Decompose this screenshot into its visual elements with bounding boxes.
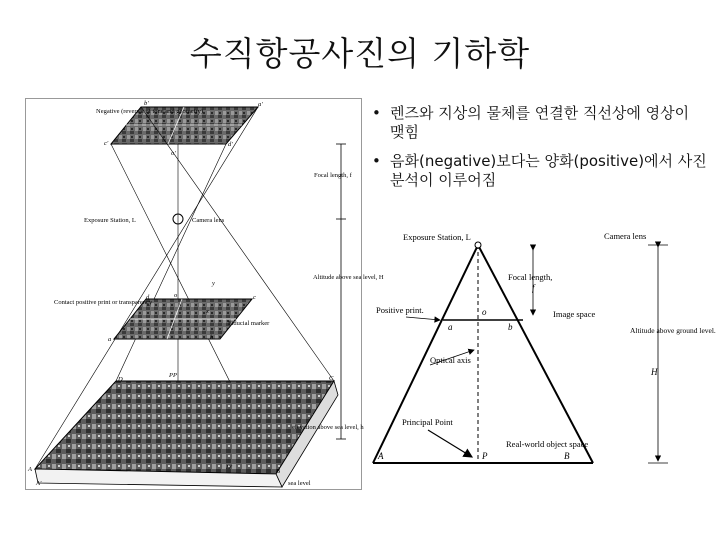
point-B: B bbox=[276, 468, 280, 475]
point-PP: PP bbox=[169, 372, 177, 379]
exposure-station-label: Exposure Station, L bbox=[403, 232, 471, 242]
camera-lens-label: Camera lens bbox=[192, 217, 225, 224]
camera-lens-label: Camera lens bbox=[604, 231, 647, 241]
point-Aprime: A' bbox=[36, 480, 42, 487]
bullet-item-2: • 음화(negative)보다는 양화(positive)에서 사진 분석이 이루어짐 bbox=[368, 152, 708, 190]
point-b: b bbox=[508, 322, 513, 332]
slide-title: 수직항공사진의 기하학 bbox=[189, 34, 531, 73]
point-a-neg: a' bbox=[258, 101, 263, 108]
focal-length-label: Focal length, f bbox=[314, 172, 352, 179]
point-D: D bbox=[118, 376, 123, 383]
principal-point-label: Principal Point bbox=[402, 417, 453, 427]
real-world-label: Real-world object space bbox=[506, 439, 589, 449]
point-a: a bbox=[448, 322, 453, 332]
focal-length-label: Focal length, bbox=[508, 272, 553, 282]
point-A: A bbox=[378, 451, 384, 461]
altitude-label: Altitude above ground level. bbox=[630, 326, 716, 335]
contact-print-label: Contact positive print or transparency bbox=[54, 299, 153, 306]
point-a: a bbox=[108, 336, 112, 343]
focal-f-label: f bbox=[532, 283, 535, 293]
point-P: P bbox=[482, 451, 488, 461]
point-x: x bbox=[206, 308, 209, 315]
fiducial-label: Fiducial marker bbox=[228, 320, 270, 327]
altitude-label: Altitude above sea level, H bbox=[313, 274, 384, 281]
image-space-label: Image space bbox=[553, 309, 596, 319]
point-y: y bbox=[212, 280, 215, 287]
simplified-geometry-figure bbox=[368, 225, 716, 475]
point-b: b bbox=[210, 334, 214, 341]
bullet-list bbox=[368, 104, 708, 200]
negative-label: Negative (reversal of tone and geometry) bbox=[96, 108, 204, 115]
point-o: o bbox=[482, 307, 487, 317]
point-o-neg: o' bbox=[171, 150, 176, 157]
point-d: d bbox=[146, 294, 150, 301]
elevation-label: elevation above sea level, h bbox=[292, 424, 364, 431]
vertical-photo-geometry-figure bbox=[25, 98, 384, 490]
optical-axis-label: Optical axis bbox=[430, 355, 471, 365]
point-c: c bbox=[253, 294, 256, 301]
point-C: C bbox=[329, 375, 334, 382]
bullet-item-1: • 렌즈와 지상의 물체를 연결한 직선상에 영상이 맺힘 bbox=[368, 104, 708, 142]
positive-print-label: Positive print. bbox=[376, 305, 424, 315]
point-b-neg: b' bbox=[144, 100, 149, 107]
point-o: o bbox=[174, 292, 178, 299]
point-B: B bbox=[564, 451, 570, 461]
point-A: A bbox=[28, 466, 32, 473]
exposure-station-label: Exposure Station, L bbox=[84, 217, 136, 224]
altitude-H-label: H bbox=[651, 367, 658, 377]
point-c-neg: c' bbox=[104, 140, 109, 147]
point-Dprime: D' bbox=[226, 464, 233, 471]
sea-level-label: sea level bbox=[288, 480, 311, 487]
point-d-neg: d' bbox=[228, 141, 233, 148]
